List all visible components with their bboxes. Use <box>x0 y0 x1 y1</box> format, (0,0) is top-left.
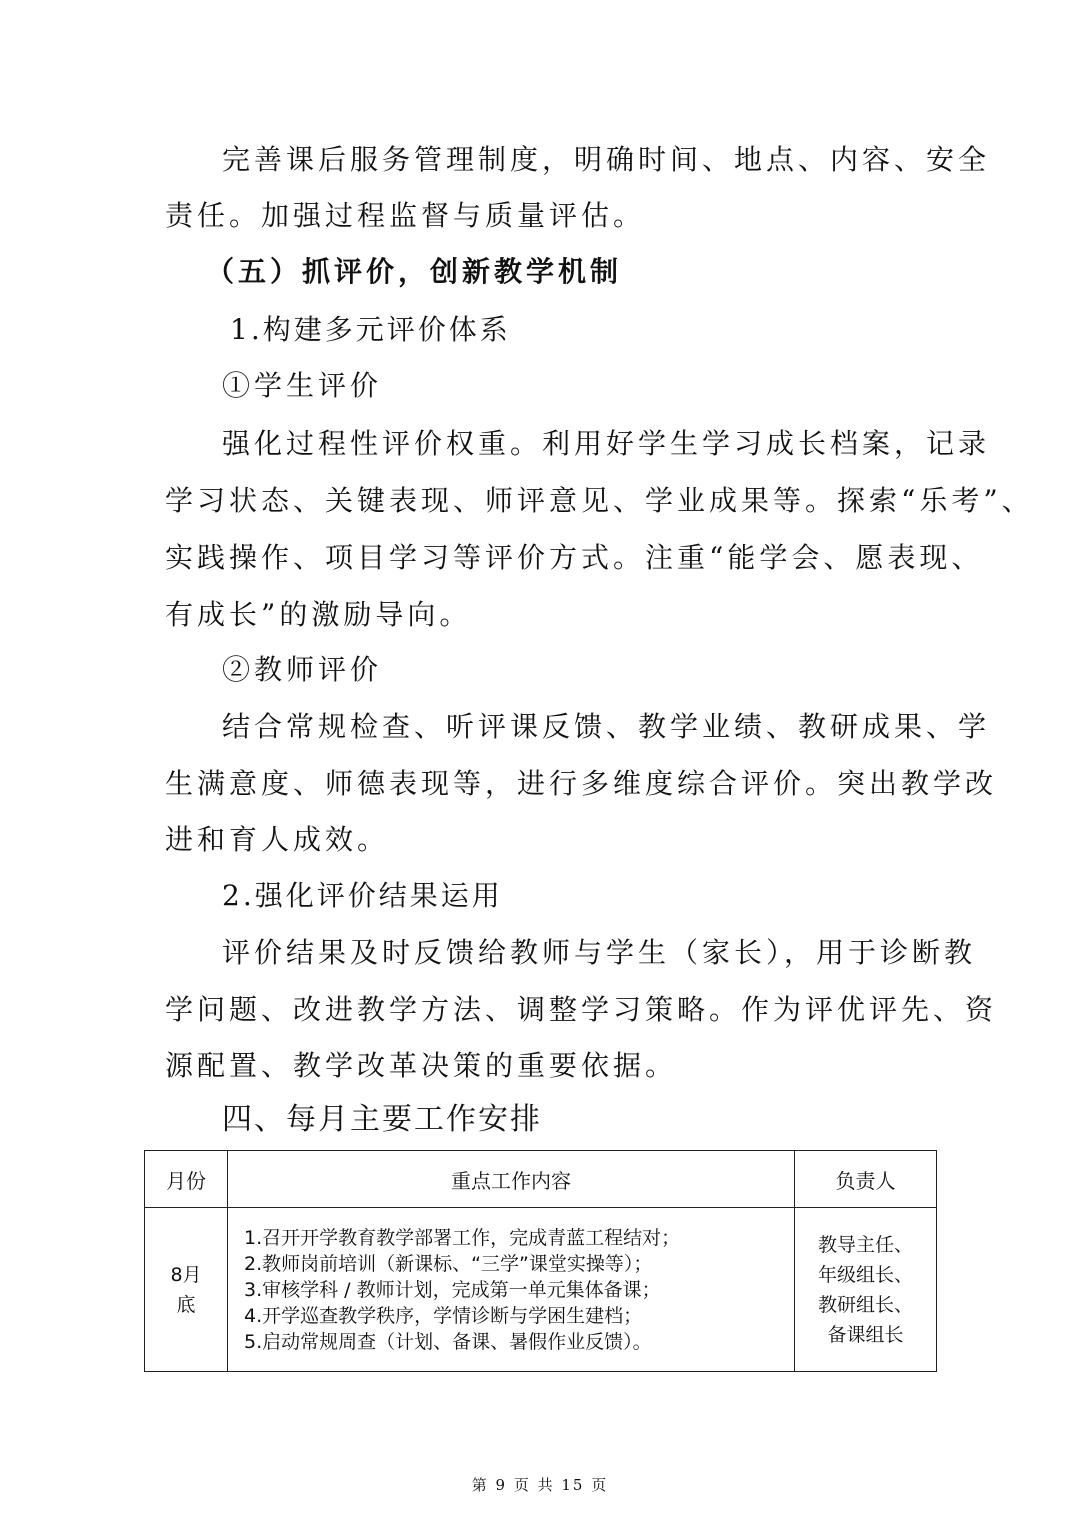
list-item: 5.启动常规周查（计划、备课、暑假作业反馈）。 <box>244 1330 652 1353</box>
owner-cell <box>795 1208 937 1372</box>
paragraph-line: 有成长”的激励导向。 <box>165 598 472 631</box>
paragraph-line: 责任。加强过程监督与质量评估。 <box>165 199 646 232</box>
paragraph-line: 强化过程性评价权重。利用好学生学习成长档案，记录 <box>222 427 991 460</box>
owner-line: 年级组长、 <box>817 1263 913 1286</box>
subsection-heading: 1.构建多元评价体系 <box>230 313 511 346</box>
list-item: 2.教师岗前培训（新课标、“三学”课堂实操等）； <box>244 1252 653 1275</box>
month-cell <box>145 1208 228 1372</box>
list-item: 1.召开开学教育教学部署工作，完成青蓝工程结对； <box>244 1226 681 1249</box>
paragraph-line: 源配置、教学改革决策的重要依据。 <box>165 1049 678 1082</box>
paragraph-line: 学习状态、关键表现、师评意见、学业成果等。探索“乐考”、 <box>165 484 1034 517</box>
paragraph-line: 进和育人成效。 <box>165 823 390 856</box>
page-number: 第 9 页 共 15 页 <box>471 1476 609 1494</box>
list-item: 3.审核学科 / 教师计划，完成第一单元集体备课； <box>244 1278 661 1301</box>
section-heading: （五）抓评价，创新教学机制 <box>206 255 623 288</box>
list-item: 4.开学巡查教学秩序，学情诊断与学困生建档； <box>244 1304 643 1327</box>
paragraph-line: 结合常规检查、听评课反馈、教学业绩、教研成果、学 <box>222 710 991 743</box>
owner-line: 教导主任、 <box>817 1233 913 1256</box>
content-cell <box>228 1208 795 1372</box>
month-line: 底 <box>176 1293 196 1316</box>
header-content: 重点工作内容 <box>228 1151 795 1208</box>
paragraph-line: 完善课后服务管理制度，明确时间、地点、内容、安全 <box>222 143 991 176</box>
header-owner: 负责人 <box>795 1151 937 1208</box>
table-header-row <box>145 1151 937 1208</box>
owner-line: 备课组长 <box>827 1323 904 1346</box>
monthly-plan-table <box>144 1150 937 1372</box>
table-row <box>145 1208 937 1372</box>
paragraph-line: 生满意度、师德表现等，进行多维度综合评价。突出教学改 <box>165 767 998 800</box>
sub-heading-teacher: ②教师评价 <box>222 653 383 686</box>
subsection-heading: 2.强化评价结果运用 <box>222 879 503 912</box>
paragraph-line: 学问题、改进教学方法、调整学习策略。作为评优评先、资 <box>165 993 998 1026</box>
sub-heading-student: ①学生评价 <box>222 369 383 402</box>
header-month: 月份 <box>145 1151 228 1208</box>
chapter-heading: 四、每月主要工作安排 <box>222 1102 542 1137</box>
month-line: 8月 <box>170 1263 202 1286</box>
paragraph-line: 实践操作、项目学习等评价方式。注重“能学会、愿表现、 <box>165 541 984 574</box>
paragraph-line: 评价结果及时反馈给教师与学生（家长），用于诊断教 <box>222 936 977 969</box>
owner-line: 教研组长、 <box>817 1293 913 1316</box>
